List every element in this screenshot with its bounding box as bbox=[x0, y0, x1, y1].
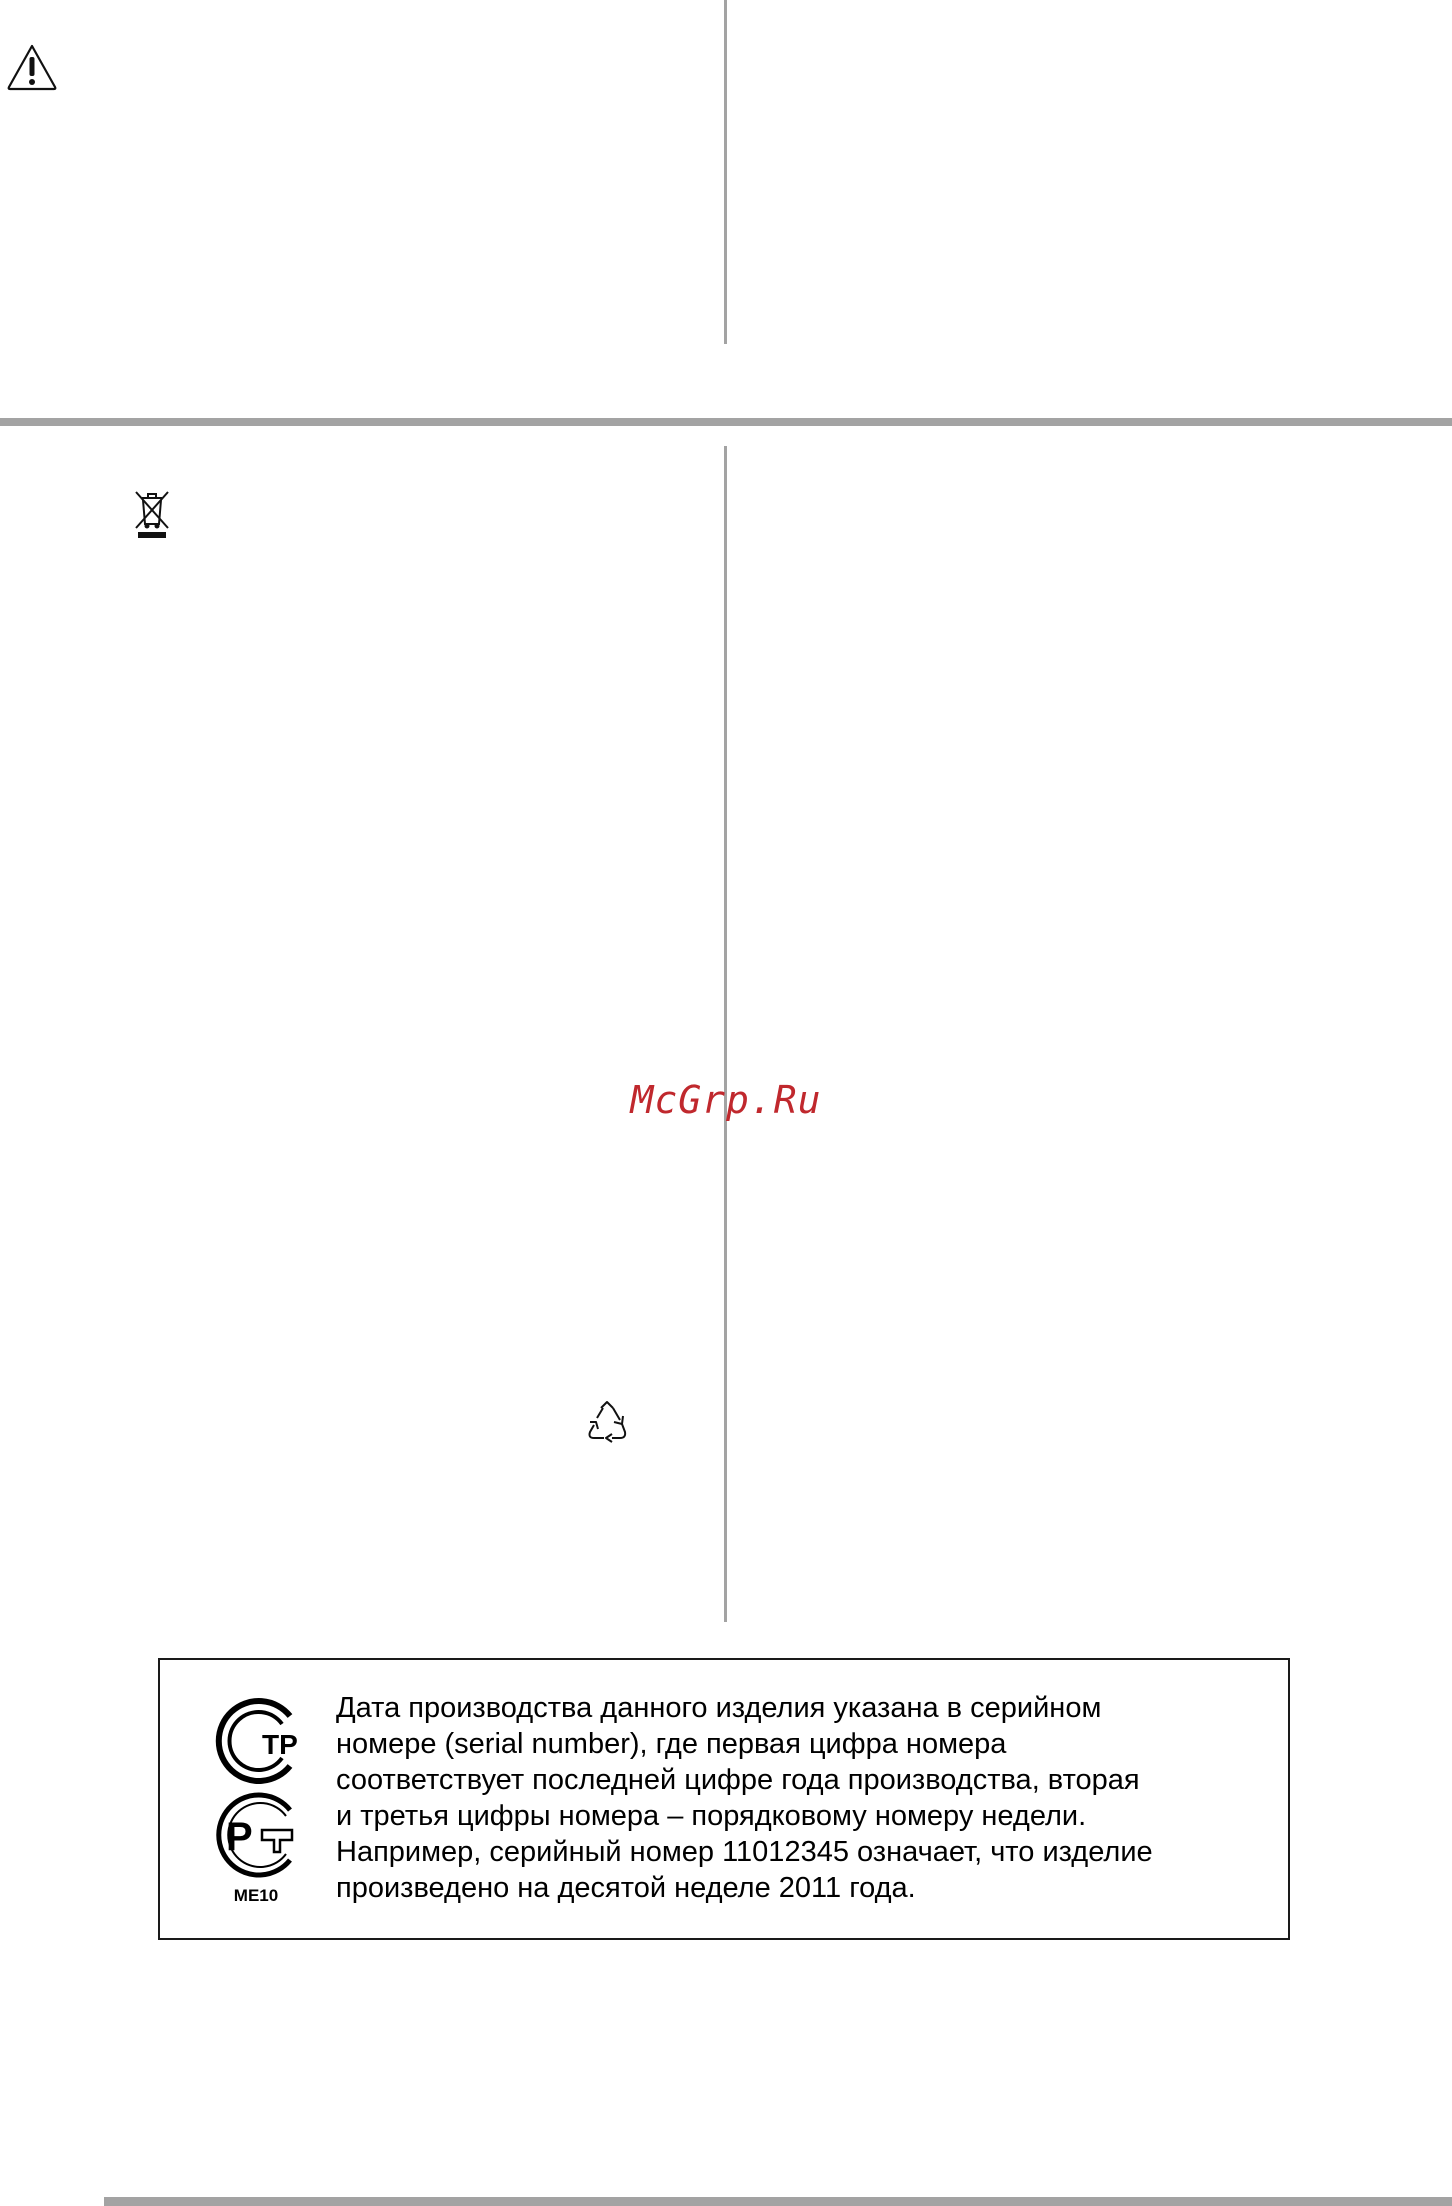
certification-code: ME10 bbox=[233, 1886, 279, 1905]
info-line: Дата производства данного изделия указана в серийном bbox=[336, 1692, 1102, 1724]
production-date-text bbox=[336, 1690, 1266, 1906]
info-line: Например, серийный номер 11012345 означает, что изделие bbox=[336, 1836, 1153, 1868]
info-line: произведено на десятой неделе 2011 года. bbox=[336, 1872, 916, 1904]
warning-triangle-icon bbox=[6, 42, 58, 92]
footer-divider bbox=[104, 2197, 1452, 2206]
crossed-out-bin-icon bbox=[132, 488, 172, 540]
info-line: соответствует последней цифре года производства, вторая bbox=[336, 1764, 1140, 1796]
production-date-info-box bbox=[158, 1658, 1290, 1940]
column-divider-top bbox=[724, 0, 727, 344]
recycle-icon bbox=[584, 1400, 630, 1446]
info-line: номере (serial number), где первая цифра номера bbox=[336, 1728, 1007, 1760]
watermark: McGrp.Ru bbox=[630, 1078, 822, 1122]
section-divider bbox=[0, 418, 1452, 426]
eac-tr-certification-logo bbox=[204, 1696, 308, 1786]
svg-text:Р: Р bbox=[226, 1815, 253, 1859]
gost-r-certification-logo bbox=[204, 1792, 308, 1882]
svg-text:ТР: ТР bbox=[262, 1729, 298, 1760]
certification-logos bbox=[204, 1696, 308, 1882]
column-divider-middle bbox=[724, 446, 727, 1622]
info-line: и третья цифры номера – порядковому номеру недели. bbox=[336, 1800, 1087, 1832]
